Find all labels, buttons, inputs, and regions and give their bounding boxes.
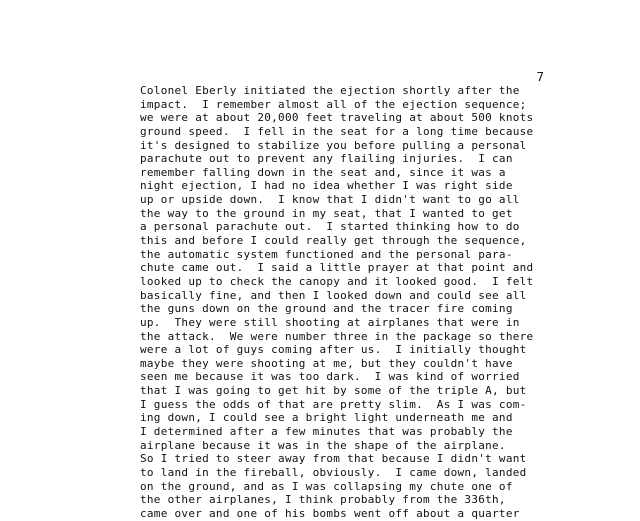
text-line: I determined after a few minutes that was probably the (140, 425, 513, 439)
text-line: seen me because it was too dark. I was kind of worried (140, 370, 520, 384)
text-line: chute came out. I said a little prayer at that point and (140, 261, 534, 275)
text-line: that I was going to get hit by some of the triple A, but (140, 384, 527, 398)
text-line: maybe they were shooting at me, but they couldn't have (140, 356, 513, 370)
text-line: up or upside down. I know that I didn't want to go all (140, 193, 520, 207)
text-line: ing down, I could see a bright light underneath me and (140, 411, 513, 425)
text-line: the automatic system functioned and the personal para- (140, 247, 513, 261)
text-line: to land in the fireball, obviously. I came down, landed (140, 465, 527, 479)
text-line: the guns down on the ground and the tracer fire coming (140, 302, 513, 316)
text-line: it's designed to stabilize you before pulling a personal (140, 138, 527, 152)
text-line: So I tried to steer away from that because I didn't want (140, 452, 527, 466)
text-line: we were at about 20,000 feet traveling at about 500 knots (140, 111, 534, 125)
text-line: on the ground, and as I was collapsing my chute one of (140, 479, 513, 493)
text-line: airplane because it was in the shape of the airplane. (140, 438, 506, 452)
text-line: looked up to check the canopy and it looked good. I felt (140, 274, 534, 288)
text-line: a personal parachute out. I started thinking how to do (140, 220, 520, 234)
text-line: were a lot of guys coming after us. I initially thought (140, 343, 527, 357)
text-line: I guess the odds of that are pretty slim. As I was com- (140, 397, 527, 411)
text-line: the attack. We were number three in the package so there (140, 329, 534, 343)
page-number: 7 (536, 69, 544, 84)
body-text (140, 84, 550, 521)
text-line: this and before I could really get through the sequence, (140, 234, 527, 248)
text-line: up. They were still shooting at airplanes that were in (140, 315, 520, 329)
text-line: Colonel Eberly initiated the ejection shortly after the (140, 84, 520, 97)
text-line: ground speed. I fell in the seat for a long time because (140, 124, 534, 138)
text-line: remember falling down in the seat and, since it was a (140, 165, 506, 179)
text-line: impact. I remember almost all of the ejection sequence; (140, 97, 527, 111)
text-line: came over and one of his bombs went off about a quarter (140, 506, 520, 520)
text-line: parachute out to prevent any flailing injuries. I can (140, 152, 513, 166)
text-line: basically fine, and then I looked down and could see all (140, 288, 527, 302)
text-line: the way to the ground in my seat, that I wanted to get (140, 206, 513, 220)
text-line: the other airplanes, I think probably from the 336th, (140, 493, 506, 507)
text-line: night ejection, I had no idea whether I was right side (140, 179, 513, 193)
